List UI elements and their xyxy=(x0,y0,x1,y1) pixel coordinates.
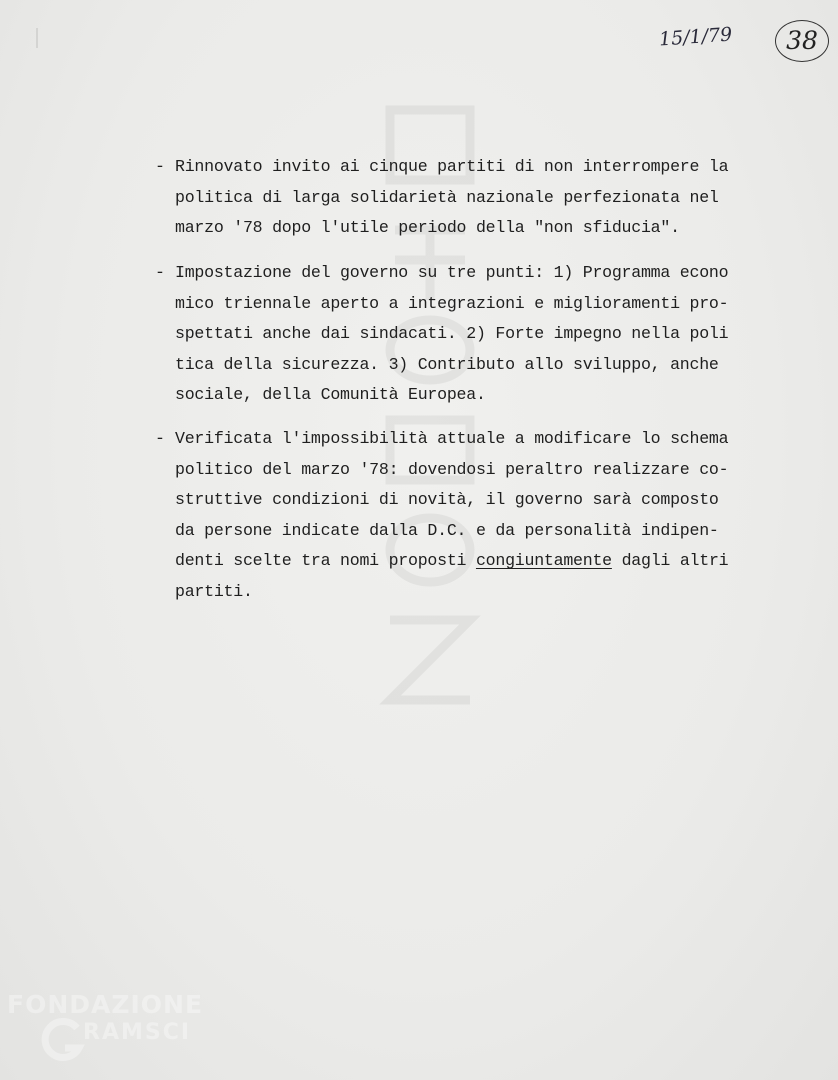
text-line: da persone indicate dalla D.C. e da personalità indipen- xyxy=(175,520,719,540)
text-line: politica di larga solidarietà nazionale perfezionata nel xyxy=(175,187,719,207)
logo-g-icon xyxy=(39,1018,85,1064)
bullet-dash: - xyxy=(155,263,165,282)
text-line xyxy=(155,152,755,183)
text-line xyxy=(155,424,755,455)
page-number-circled: 38 xyxy=(775,20,829,62)
scan-mark xyxy=(36,28,38,48)
text-line xyxy=(155,546,755,577)
text-line: mico triennale aperto a integrazioni e miglioramenti pro- xyxy=(175,293,729,313)
line-text: dagli altri xyxy=(611,551,729,570)
logo-text-top: FONDAZIONE xyxy=(7,990,204,1019)
bullet-item-1 xyxy=(155,152,755,244)
text-line: politico del marzo '78: dovendosi peraltro realizzare co- xyxy=(175,459,729,479)
logo-text-bottom: RAMSCI xyxy=(83,1020,192,1045)
underlined-word: congiuntamente xyxy=(475,551,612,570)
text-line: struttive condizioni di novità, il governo sarà composto xyxy=(175,490,719,509)
text-line xyxy=(155,258,755,289)
handwritten-date: 15/1/79 xyxy=(658,23,733,51)
text-line: partiti. xyxy=(175,581,253,601)
bullet-item-2 xyxy=(155,258,755,411)
text-line: marzo '78 dopo l'utile periodo della "non sfiducia". xyxy=(175,218,680,237)
bullet-dash: - xyxy=(155,157,165,176)
bullet-dash: - xyxy=(155,429,165,448)
line-text: denti scelte tra nomi proposti xyxy=(175,551,476,570)
archive-logo xyxy=(5,990,215,1070)
text-line: tica della sicurezza. 3) Contributo allo sviluppo, anche xyxy=(175,354,719,374)
text-line: sociale, della Comunità Europea. xyxy=(175,385,486,404)
line-text: Rinnovato invito ai cinque partiti di non interrompere la xyxy=(175,157,729,176)
bullet-item-3 xyxy=(155,424,755,607)
line-text: Impostazione del governo su tre punti: 1) Programma econo xyxy=(175,263,729,282)
line-text: Verificata l'impossibilità attuale a modificare lo schema xyxy=(175,429,729,448)
text-line: spettati anche dai sindacati. 2) Forte impegno nella poli xyxy=(175,324,729,343)
logo-initial: G xyxy=(61,1047,63,1048)
